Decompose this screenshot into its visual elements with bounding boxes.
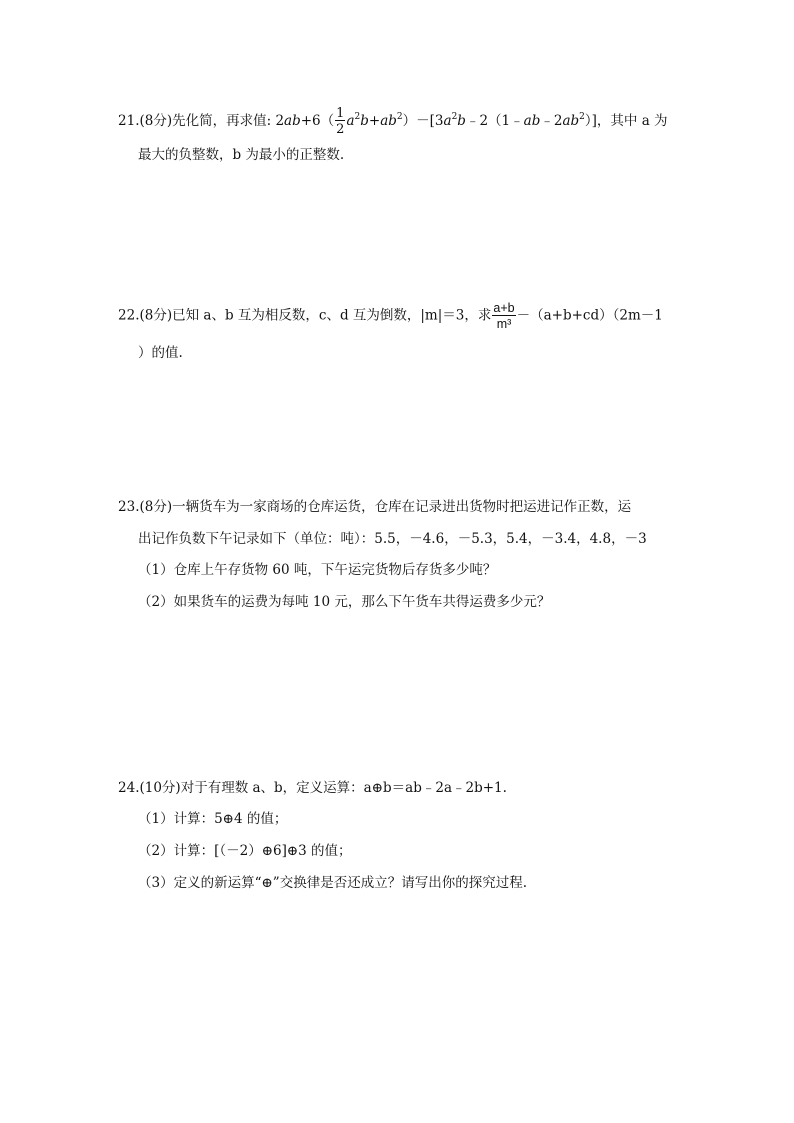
question-21-intro: 先化简，再求值:	[172, 113, 276, 129]
question-23-sub-1: （1）仓库上午存货物 60 吨，下午运完货物后存货多少吨？	[138, 562, 497, 578]
question-score: (10分)	[139, 780, 181, 796]
question-21-line-1: 21.(8分)先化简，再求值: 2ab+6（ $\frac{1}{2}$ $a^2b+ab^2)-[3a^2b﹣2(1﹣ab﹣2ab^2)]$，其中 a 为	[118, 106, 668, 137]
question-number: 23	[118, 499, 136, 515]
fraction-one-half: $\frac{1}{2}$	[336, 106, 345, 137]
question-21-condition: ，其中 a 为	[596, 113, 668, 129]
question-22-intro: 已知 a、b 互为相反数，c、d 互为倒数，|m|＝3，求	[172, 307, 492, 324]
question-23-line-1: 23.(8分)一辆货车为一家商场的仓库运货，仓库在记录进出货物时把运进记作正数，运	[118, 499, 632, 515]
question-number: 22	[118, 307, 136, 324]
question-24-sub-3: （3）定义的新运算“⊕”交换律是否还成立？请写出你的探究过程.	[138, 875, 527, 891]
question-24-line-1: 24.(10分)对于有理数 a、b，定义运算：a⊕b＝ab﹣2a﹣2b+1.	[118, 780, 507, 796]
question-number: 24	[118, 780, 136, 796]
question-22-expression-tail: －（a+b+cd）（2m－1	[516, 307, 663, 324]
question-score: (8分)	[139, 307, 173, 324]
question-23-sub-2: （2）如果货车的运费为每吨 10 元，那么下午货车共得运费多少元？	[138, 594, 551, 610]
question-24-sub-1: （1）计算：5⊕4 的值；	[138, 811, 288, 827]
question-24-sub-2: （2）计算：[（－2）⊕6]⊕3 的值；	[138, 843, 352, 859]
question-23-text: 一辆货车为一家商场的仓库运货，仓库在记录进出货物时把运进记作正数，运	[172, 499, 632, 515]
question-24-text: 对于有理数 a、b，定义运算：a⊕b＝ab﹣2a﹣2b+1.	[180, 780, 507, 796]
question-score: (8分)	[139, 499, 173, 515]
question-22-line-1: 22.(8分)已知 a、b 互为相反数，c、d 互为倒数，|m|＝3，求 $\frac{a+b}{\text{m³}}$ －（a+b+cd）（2m－1	[118, 301, 663, 331]
question-number: 21	[118, 113, 136, 129]
fraction-a-plus-b-over-m-cubed: $\frac{a+b}{\text{m³}}$	[493, 301, 515, 331]
question-21-expression: 2ab+6（ $\frac{1}{2}$ $a^2b+ab^2)-[3a^2b﹣2(1﹣ab﹣2ab^2)]$	[275, 106, 597, 137]
question-23-line-2: 出记作负数下午记录如下（单位：吨）：5.5，－4.6，－5.3，5.4，－3.4，4.8，－3	[138, 531, 647, 547]
question-score: (8分)	[139, 113, 173, 129]
question-22-line-2: ）的值.	[138, 345, 183, 361]
question-21-line-2: 最大的负整数，b 为最小的正整数.	[138, 147, 345, 163]
